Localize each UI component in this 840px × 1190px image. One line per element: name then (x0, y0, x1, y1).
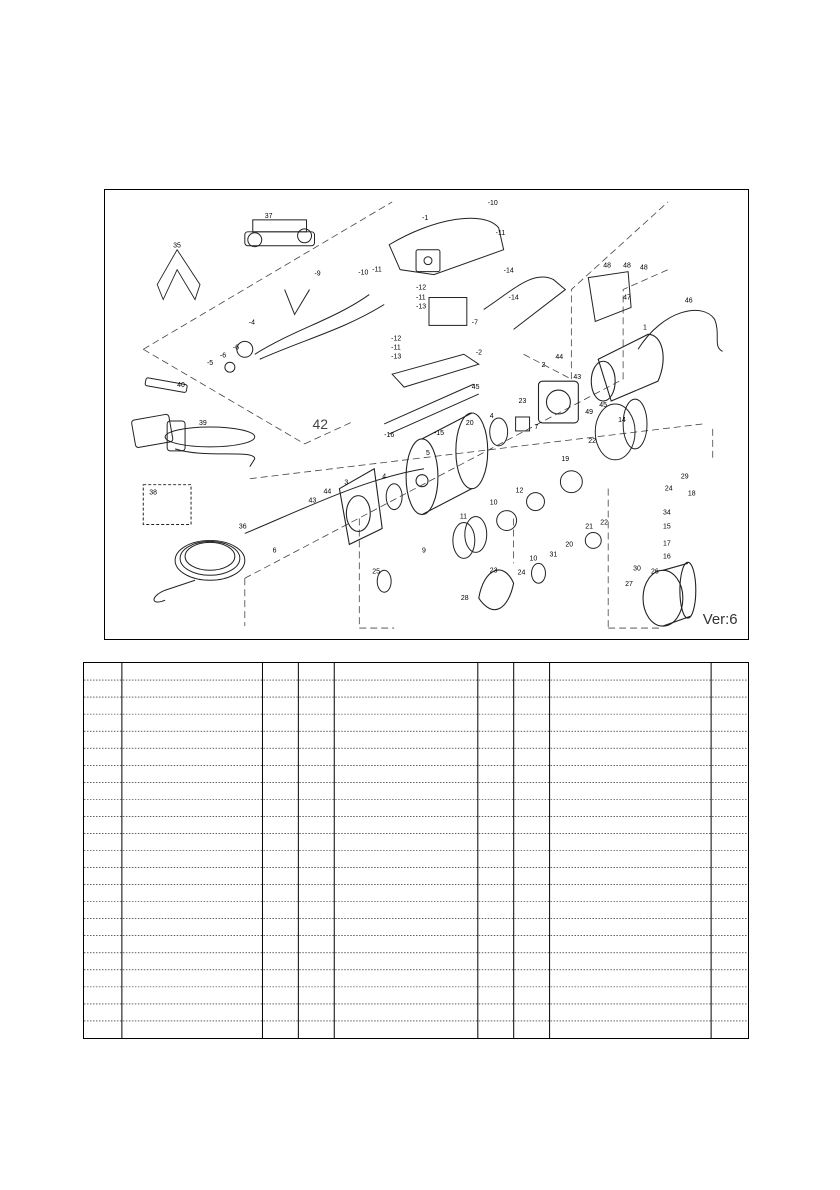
svg-text:-10: -10 (358, 269, 369, 277)
drum-part (406, 413, 488, 515)
svg-text:22: 22 (600, 519, 608, 527)
svg-text:48: 48 (640, 264, 648, 272)
svg-text:10: 10 (529, 555, 538, 563)
svg-text:-11: -11 (495, 229, 506, 237)
svg-text:38: 38 (149, 489, 157, 497)
svg-text:7: 7 (534, 423, 539, 431)
svg-text:1: 1 (643, 324, 647, 332)
svg-text:46: 46 (684, 297, 693, 305)
svg-text:-2: -2 (475, 349, 482, 357)
svg-text:27: 27 (625, 581, 633, 589)
svg-text:-6: -6 (232, 344, 240, 352)
svg-text:25: 25 (372, 568, 380, 576)
svg-text:-6: -6 (219, 352, 227, 360)
svg-text:-12: -12 (391, 335, 402, 343)
svg-text:31: 31 (549, 551, 558, 559)
svg-text:49: 49 (585, 409, 594, 417)
svg-text:-14: -14 (508, 294, 519, 302)
svg-text:-12: -12 (416, 284, 427, 292)
svg-text:48: 48 (603, 262, 611, 270)
svg-text:20: 20 (465, 419, 474, 427)
tag-card-part (157, 250, 200, 300)
svg-text:19: 19 (561, 455, 570, 463)
svg-text:-7: -7 (471, 319, 478, 327)
svg-text:35: 35 (173, 242, 181, 250)
svg-text:9: 9 (422, 547, 426, 555)
svg-text:26: 26 (651, 568, 659, 576)
parts-list-table (83, 662, 749, 1039)
svg-text:-13: -13 (391, 353, 402, 361)
svg-text:24: 24 (664, 485, 673, 493)
svg-text:37: 37 (264, 212, 273, 220)
svg-text:2: 2 (541, 362, 546, 370)
plate-part (392, 354, 479, 387)
svg-text:18: 18 (687, 490, 696, 498)
svg-text:3: 3 (344, 479, 349, 487)
svg-text:44: 44 (323, 488, 332, 496)
svg-text:-9: -9 (314, 270, 321, 278)
svg-text:30: 30 (633, 565, 641, 573)
svg-text:-5: -5 (206, 360, 214, 368)
svg-text:21: 21 (585, 523, 594, 531)
bearing-rings (377, 399, 647, 592)
svg-text:29: 29 (680, 473, 689, 481)
svg-text:-16: -16 (384, 431, 395, 439)
tie-rod-part (384, 384, 479, 434)
gear-housing-part (479, 562, 696, 626)
svg-text:-11: -11 (372, 266, 382, 274)
svg-text:-14: -14 (503, 267, 514, 275)
svg-text:43: 43 (573, 374, 582, 382)
svg-text:10: 10 (489, 499, 498, 507)
svg-text:45: 45 (599, 402, 607, 410)
svg-text:43: 43 (308, 497, 317, 505)
svg-text:6: 6 (272, 547, 277, 555)
svg-text:-13: -13 (416, 303, 427, 311)
svg-text:45: 45 (471, 384, 480, 392)
svg-text:15: 15 (662, 523, 671, 531)
svg-text:36: 36 (238, 523, 247, 531)
exploded-view-diagram (104, 189, 749, 640)
svg-text:-4: -4 (248, 319, 255, 327)
svg-text:4: 4 (489, 412, 494, 420)
group-label: 42 (312, 415, 329, 432)
svg-text:47: 47 (623, 294, 631, 302)
svg-text:48: 48 (623, 262, 631, 270)
svg-text:17: 17 (662, 540, 671, 548)
svg-text:-15: -15 (433, 429, 445, 437)
remote-control-part (131, 378, 255, 525)
version-label: Ver:6 (702, 611, 738, 629)
fairlead-part (245, 220, 315, 247)
bracket-cable-part (588, 272, 722, 352)
svg-text:5: 5 (426, 449, 430, 457)
svg-text:-11: -11 (416, 294, 426, 302)
svg-text:40: 40 (177, 382, 185, 390)
svg-text:23: 23 (489, 567, 498, 575)
svg-text:16: 16 (662, 553, 671, 561)
svg-text:34: 34 (662, 509, 671, 517)
svg-text:44: 44 (555, 354, 564, 362)
svg-text:23: 23 (518, 398, 527, 406)
svg-text:12: 12 (515, 487, 524, 495)
svg-text:4: 4 (382, 473, 387, 481)
svg-text:11: 11 (459, 513, 468, 521)
svg-text:39: 39 (199, 419, 207, 427)
svg-text:24: 24 (517, 569, 526, 577)
svg-text:-10: -10 (487, 199, 498, 207)
svg-text:20: 20 (565, 541, 574, 549)
svg-text:-1: -1 (422, 214, 429, 222)
svg-text:22: 22 (588, 437, 597, 445)
svg-text:28: 28 (460, 595, 469, 603)
wire-rope-part (154, 469, 424, 602)
cover-part (389, 218, 503, 274)
svg-text:-11: -11 (391, 344, 401, 352)
svg-text:14: 14 (618, 416, 626, 424)
table-row-dividers (84, 680, 748, 1021)
